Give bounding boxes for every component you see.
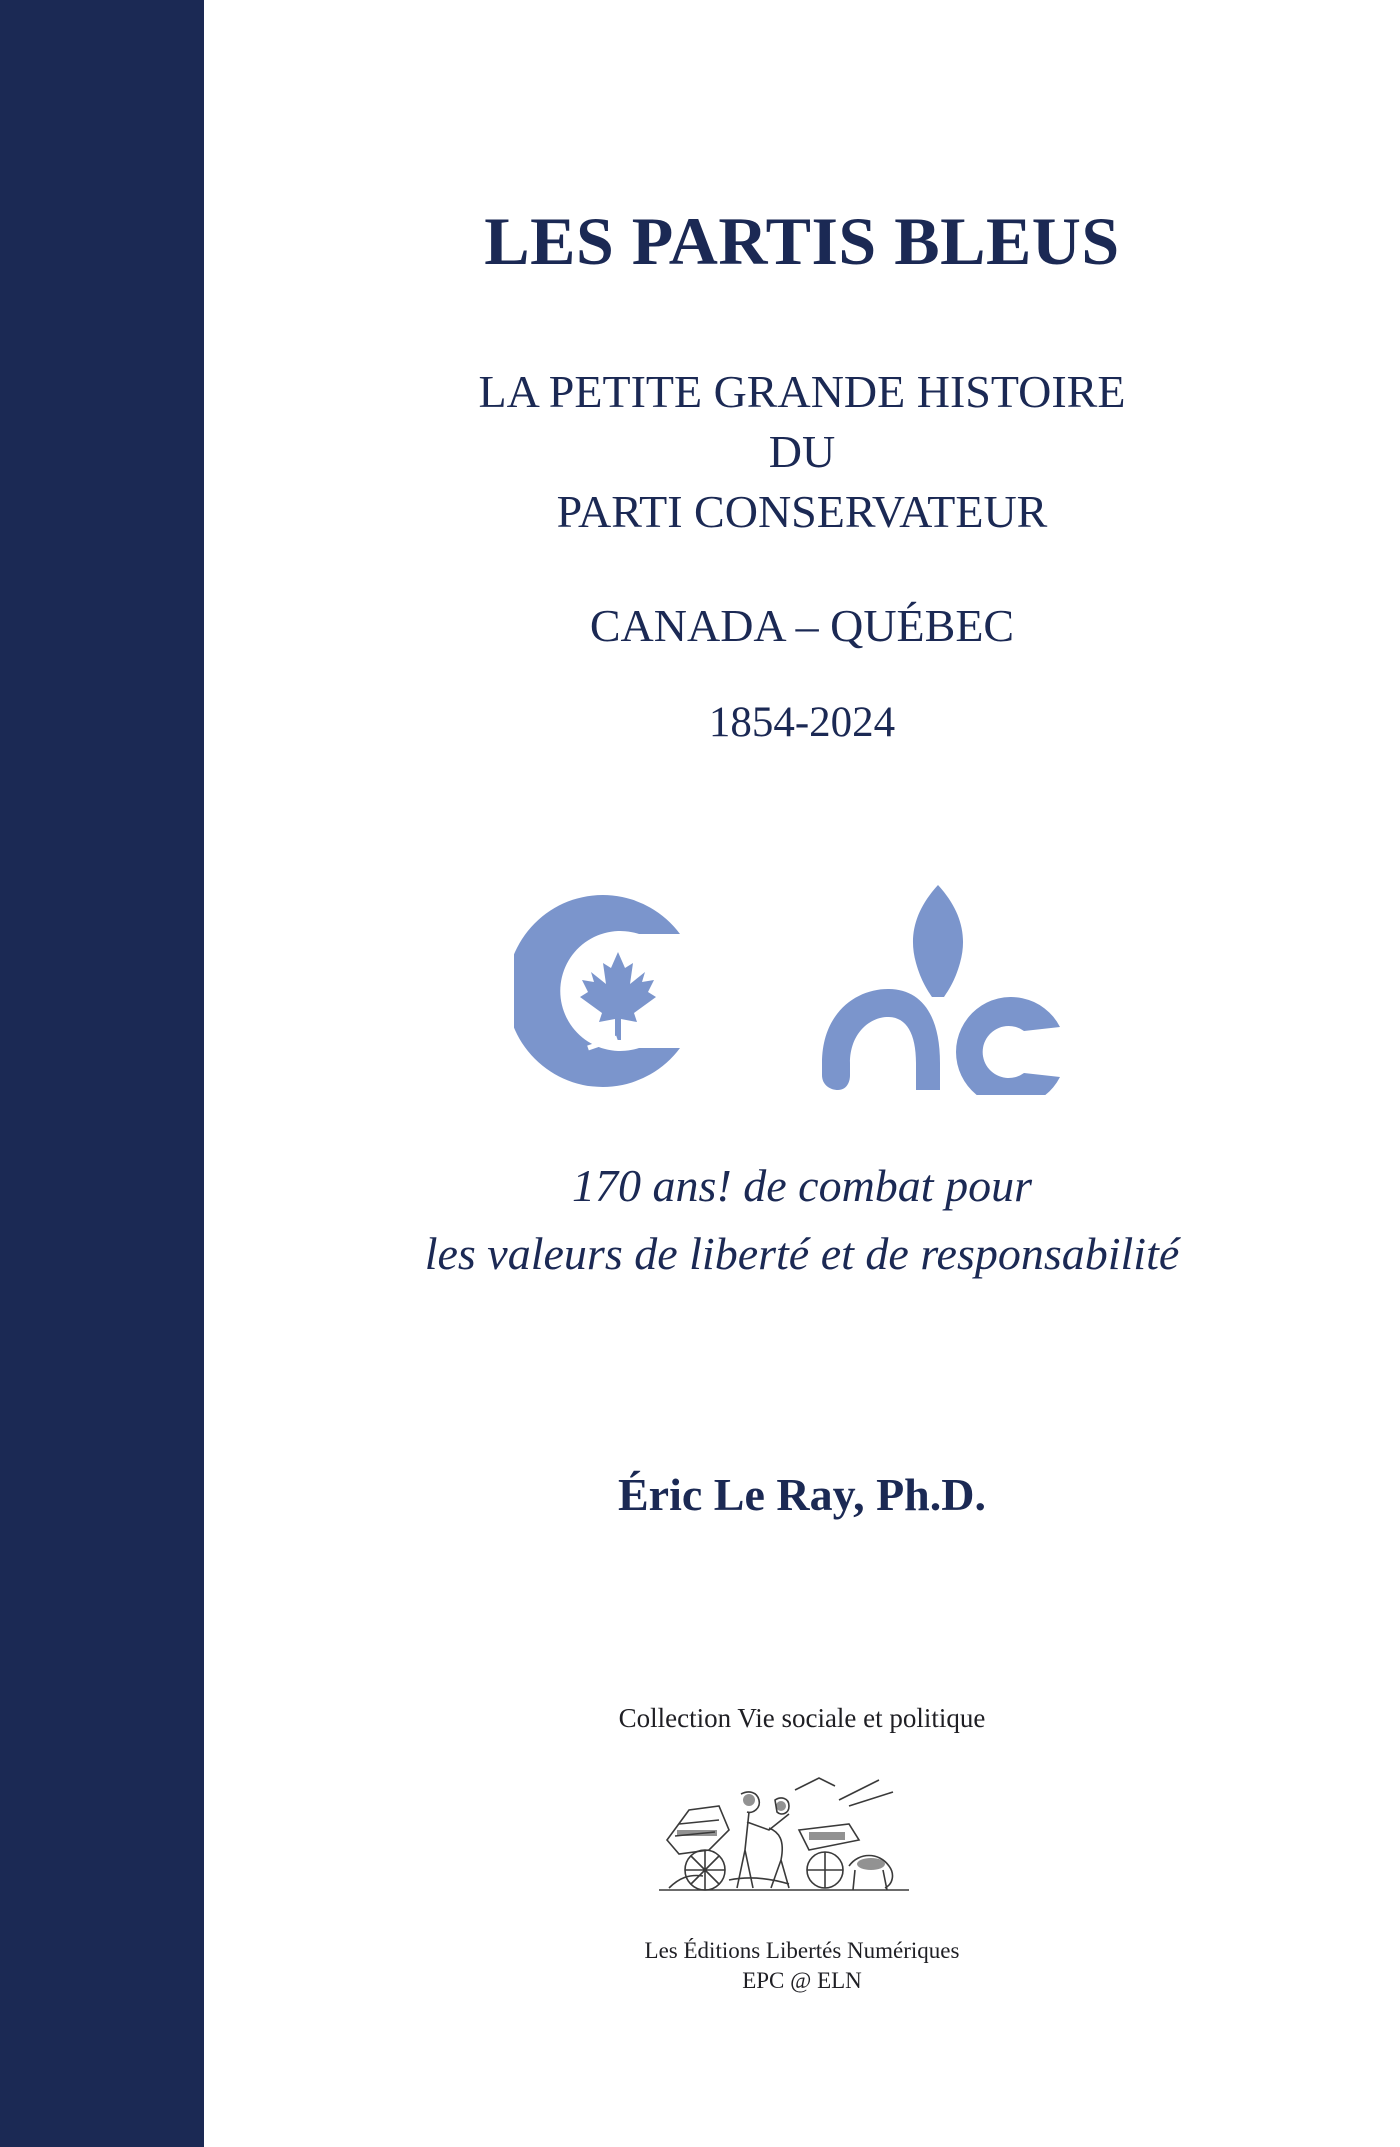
party-logos — [204, 885, 1400, 1095]
book-title: LES PARTIS BLEUS — [484, 203, 1120, 279]
book-publisher — [204, 1936, 1400, 1996]
book-author: Éric Le Ray, Ph.D. — [618, 1469, 986, 1520]
book-years: 1854-2024 — [708, 699, 896, 746]
subtitle-line: LA PETITE GRANDE HISTOIRE — [478, 366, 1126, 417]
subtitle-line: DU — [768, 426, 836, 477]
book-collection: Collection Vie sociale et politique — [618, 1703, 986, 1733]
book-tagline — [204, 1152, 1400, 1288]
conservative-party-canada-logo-icon — [514, 891, 694, 1091]
cover-spine-band — [0, 0, 204, 2147]
book-subtitle — [204, 362, 1400, 542]
subtitle-line: PARTI CONSERVATEUR — [556, 486, 1048, 537]
tagline-line: 170 ans! de combat pour — [572, 1160, 1032, 1211]
book-region: CANADA – QUÉBEC — [589, 600, 1015, 651]
conservative-party-quebec-logo-icon — [816, 885, 1064, 1095]
publisher-name: Les Éditions Libertés Numériques — [644, 1938, 960, 1963]
engraving-illustration-icon — [649, 1770, 919, 1900]
tagline-line: les valeurs de liberté et de responsabilité — [424, 1228, 1180, 1279]
publisher-imprint: EPC @ ELN — [742, 1968, 862, 1993]
cover-content — [204, 0, 1400, 2147]
